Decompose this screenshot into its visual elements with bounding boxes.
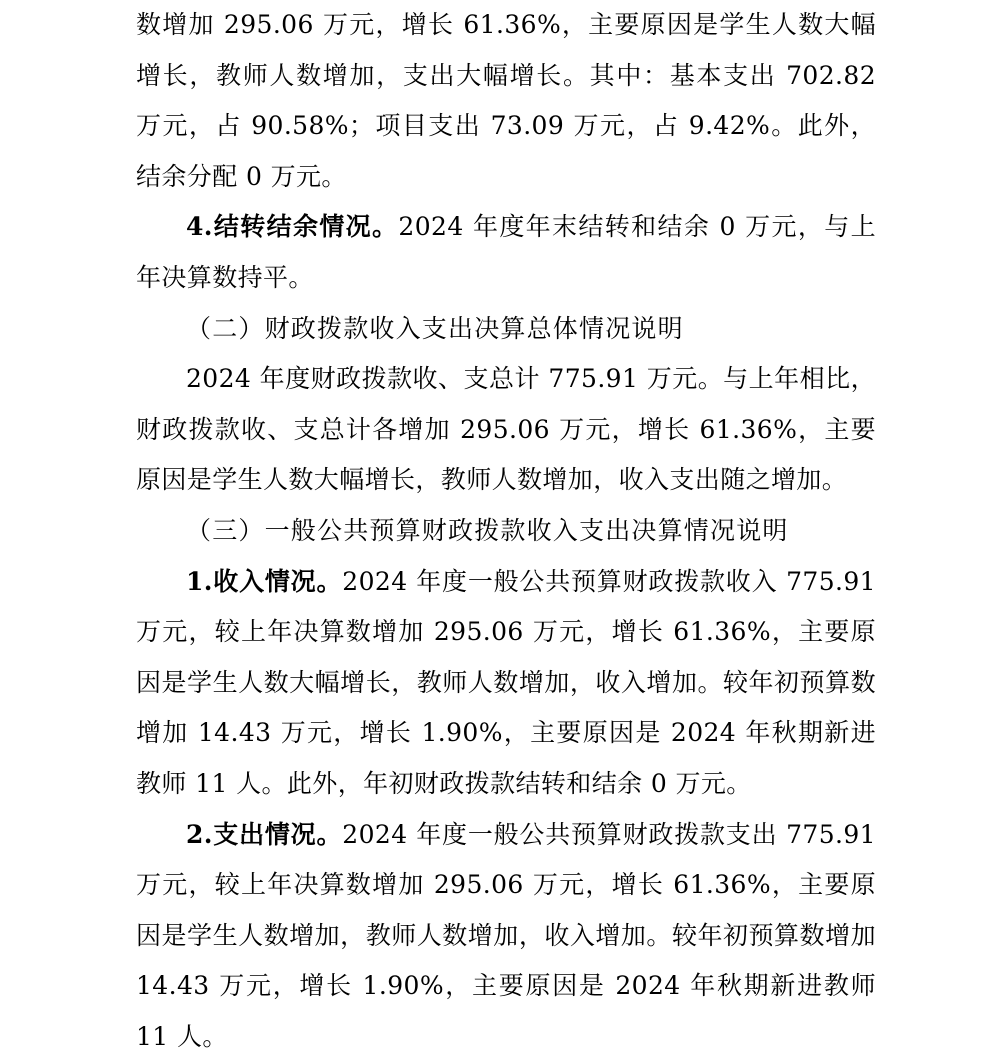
- paragraph-carryover: [136, 202, 876, 303]
- paragraph-text: 2024 年度一般公共预算财政拨款支出 775.91 万元，较上年决算数增加 295.06 万元，增长 61.36%，主要原因是学生人数增加，教师人数增加，收入增加。较年初预算数增加 14.43 万元，增长 1.90%，主要原因是 2024 年秋期新进教师 11 人。: [136, 820, 876, 1051]
- document-page: [136, 0, 876, 1062]
- paragraph-income: [136, 557, 876, 810]
- section-heading-2: [136, 304, 876, 355]
- paragraph-lead: 4.结转结余情况。: [186, 212, 398, 241]
- paragraph-text: 2024 年度年末结转和结余 0 万元，与上年决算数持平。: [136, 212, 876, 292]
- paragraph-text: 2024 年度一般公共预算财政拨款收入 775.91 万元，较上年决算数增加 295.06 万元，增长 61.36%，主要原因是学生人数大幅增长，教师人数增加，收入增加。较年初预算数增加 14.43 万元，增长 1.90%，主要原因是 2024 年秋期新进教师 11 人。此外，年初财政拨款结转和结余 0 万元。: [136, 567, 876, 798]
- paragraph-lead: 2.支出情况。: [186, 820, 342, 849]
- paragraph-text: 数增加 295.06 万元，增长 61.36%，主要原因是学生人数大幅增长，教师人数增加，支出大幅增长。其中：基本支出 702.82 万元，占 90.58%；项目支出 73.09 万元，占 9.42%。此外，结余分配 0 万元。: [136, 10, 876, 191]
- paragraph-expenditure-continued: [136, 0, 876, 202]
- heading-text: （二）财政拨款收入支出决算总体情况说明: [186, 314, 684, 343]
- heading-text: （三）一般公共预算财政拨款收入支出决算情况说明: [186, 516, 789, 545]
- section-heading-3: [136, 506, 876, 557]
- paragraph-text: 2024 年度财政拨款收、支总计 775.91 万元。与上年相比，财政拨款收、支总计各增加 295.06 万元，增长 61.36%，主要原因是学生人数大幅增长，教师人数增加，收入支出随之增加。: [136, 364, 876, 494]
- paragraph-expenditure: [136, 810, 876, 1062]
- paragraph-lead: 1.收入情况。: [186, 567, 342, 596]
- paragraph-fiscal-total: [136, 354, 876, 506]
